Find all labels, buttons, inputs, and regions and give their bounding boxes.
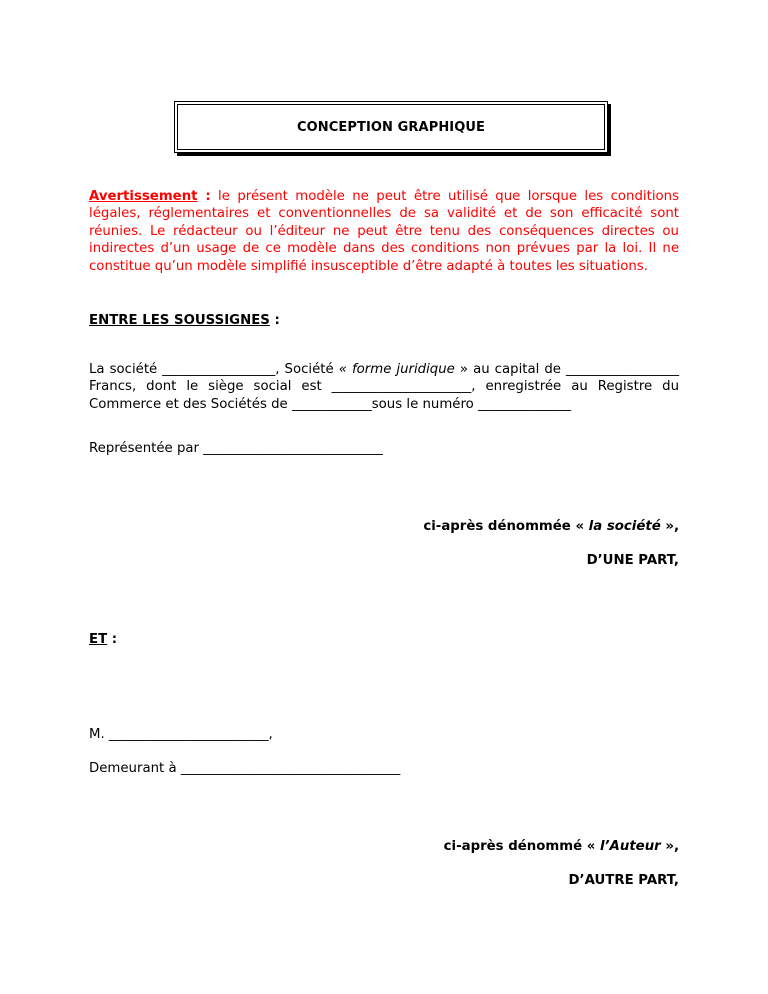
company-designation-pre: ci-après dénommée «: [423, 519, 589, 534]
parties-heading: [89, 313, 280, 328]
and-heading-colon: :: [107, 632, 118, 647]
company-text-2: » au capital de _________________ Francs, dont le siège social est _____________________, enregistrée au Registre du Commerce et des Sociétés de ____________sous le numéro ______________: [89, 362, 680, 412]
parties-heading-colon: :: [269, 313, 280, 328]
warning-paragraph: [89, 188, 679, 275]
company-paragraph: [89, 361, 679, 413]
document-title: CONCEPTION GRAPHIQUE: [296, 119, 486, 135]
author-designation: [444, 839, 679, 854]
company-designation-name: la société: [588, 519, 661, 534]
author-designation-pre: ci-après dénommé «: [443, 839, 600, 854]
author-name-line: M. ________________________,: [89, 727, 273, 742]
and-heading: [89, 632, 117, 647]
company-designation: [423, 519, 679, 534]
part-one-label: D’UNE PART,: [586, 553, 679, 568]
warning-label: Avertissement: [89, 189, 198, 204]
author-address-line: Demeurant à _________________________________: [89, 761, 401, 776]
represented-by-line: Représentée par ___________________________: [89, 441, 383, 456]
warning-text: le présent modèle ne peut être utilisé que lorsque les conditions légales, réglementaires et conventionnelles de sa validité et de son efficacité sont réunies. Le rédacteur ou l’éditeur ne peut être tenu des conséquences directes ou indirectes d’un usage de ce modèle dans des conditions non prévues par la loi. Il ne constitue qu’un modèle simplifié insusceptible d’être adapté à toutes les situations.: [89, 189, 679, 274]
company-designation-post: »,: [660, 519, 679, 534]
company-legal-form: « forme juridique: [338, 362, 455, 377]
author-designation-name: l’Auteur: [599, 839, 661, 854]
author-designation-post: »,: [660, 839, 679, 854]
and-heading-text: ET: [89, 632, 108, 647]
warning-colon: :: [197, 189, 211, 204]
parties-heading-text: ENTRE LES SOUSSIGNES: [89, 313, 270, 328]
title-box: [174, 101, 608, 153]
document-page: [89, 0, 679, 994]
company-text-1: La société _________________, Société: [89, 362, 339, 377]
part-two-label: D’AUTRE PART,: [568, 873, 679, 888]
